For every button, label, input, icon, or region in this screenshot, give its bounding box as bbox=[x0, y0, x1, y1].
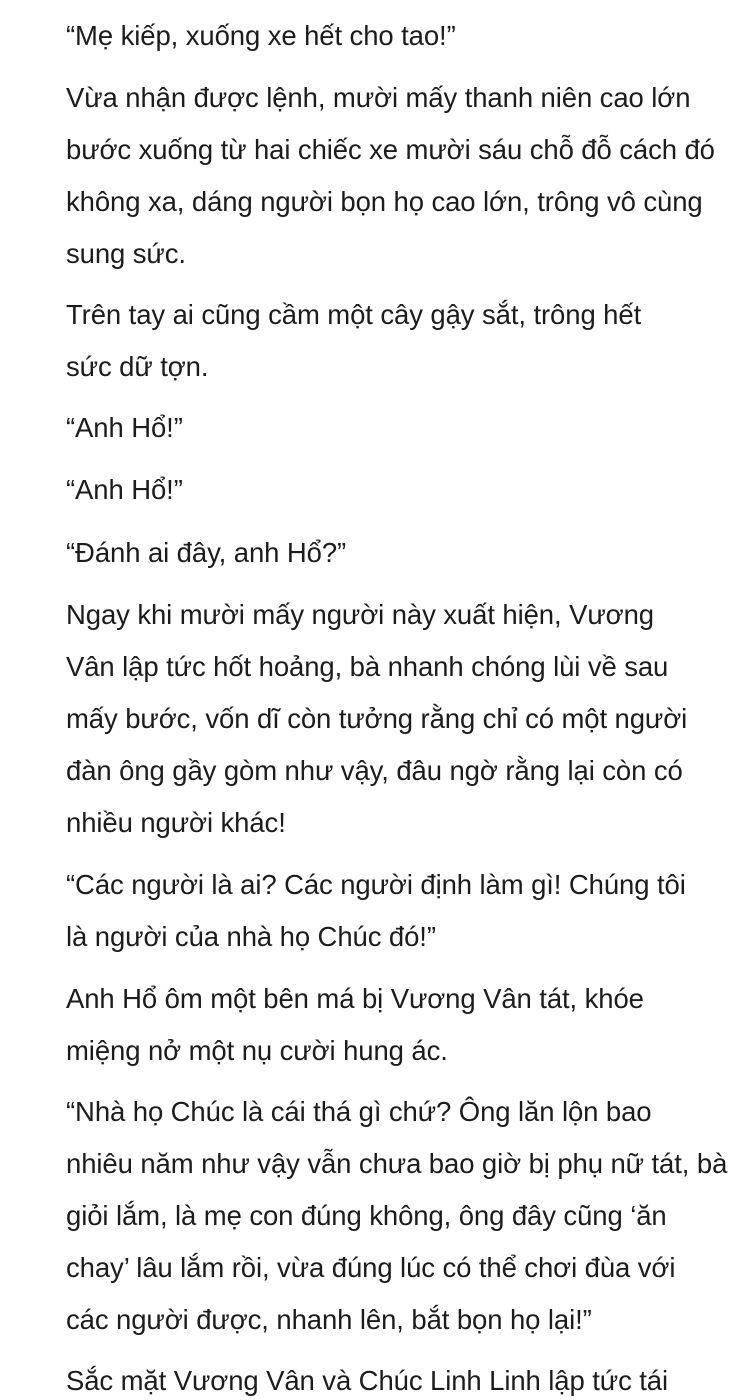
paragraph-1 bbox=[21, 10, 721, 62]
paragraph-10 bbox=[21, 1086, 728, 1346]
text-line: chay’ lâu lắm rồi, vừa đúng lúc có thể chơi đùa với bbox=[66, 1252, 676, 1283]
text-line: Vân lập tức hốt hoảng, bà nhanh chóng lùi về sau bbox=[66, 651, 669, 682]
paragraph-7 bbox=[21, 589, 721, 849]
text-line: Trên tay ai cũng cầm một cây gậy sắt, trông hết bbox=[66, 299, 642, 330]
text-line: miệng nở một nụ cười hung ác. bbox=[66, 1035, 448, 1066]
text-line: bước xuống từ hai chiếc xe mười sáu chỗ đỗ cách đó bbox=[66, 134, 715, 165]
text-line: “Các người là ai? Các người định làm gì! Chúng tôi bbox=[66, 869, 686, 900]
text-line: mấy bước, vốn dĩ còn tưởng rằng chỉ có một người bbox=[66, 703, 688, 734]
text-line: nhiêu năm như vậy vẫn chưa bao giờ bị phụ nữ tát, bà bbox=[66, 1148, 728, 1179]
text-line: nhiều người khác! bbox=[66, 807, 286, 838]
text-line: sung sức. bbox=[66, 238, 186, 269]
paragraph-4 bbox=[21, 402, 721, 454]
paragraph-9 bbox=[21, 973, 721, 1077]
text-line: Vừa nhận được lệnh, mười mấy thanh niên cao lớn bbox=[66, 82, 691, 113]
text-line: “Anh Hổ!” bbox=[66, 412, 183, 443]
text-line: “Mẹ kiếp, xuống xe hết cho tao!” bbox=[66, 20, 456, 51]
text-line: các người được, nhanh lên, bắt bọn họ lại!” bbox=[66, 1304, 592, 1335]
text-line: Anh Hổ ôm một bên má bị Vương Vân tát, khóe bbox=[66, 983, 644, 1014]
text-line: là người của nhà họ Chúc đó!” bbox=[66, 921, 436, 952]
text-line: Sắc mặt Vương Vân và Chúc Linh Linh lập tức tái bbox=[66, 1365, 669, 1396]
text-line: sức dữ tợn. bbox=[66, 351, 209, 382]
paragraph-6 bbox=[21, 527, 721, 579]
text-line: đàn ông gầy gòm như vậy, đâu ngờ rằng lại còn có bbox=[66, 755, 683, 786]
paragraph-3 bbox=[21, 289, 721, 393]
text-line: “Anh Hổ!” bbox=[66, 474, 183, 505]
text-line: “Đánh ai đây, anh Hổ?” bbox=[66, 537, 347, 568]
paragraph-8 bbox=[21, 859, 721, 963]
text-line: “Nhà họ Chúc là cái thá gì chứ? Ông lăn lộn bao bbox=[66, 1096, 652, 1127]
paragraph-2 bbox=[21, 72, 721, 280]
text-line: Ngay khi mười mấy người này xuất hiện, Vương bbox=[66, 599, 654, 630]
text-line: không xa, dáng người bọn họ cao lớn, trông vô cùng bbox=[66, 186, 703, 217]
paragraph-11 bbox=[21, 1355, 721, 1400]
paragraph-5 bbox=[21, 464, 721, 516]
text-line: giỏi lắm, là mẹ con đúng không, ông đây cũng ‘ăn bbox=[66, 1200, 667, 1231]
